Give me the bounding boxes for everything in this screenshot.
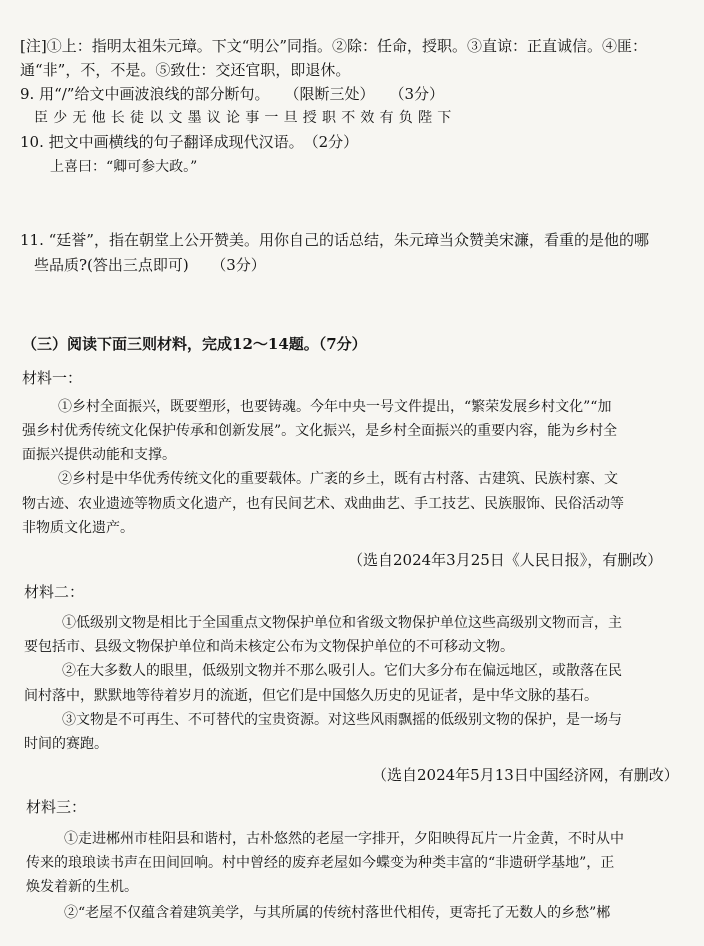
material-1-line: ②乡村是中华优秀传统文化的重要载体。广袤的乡土，既有古村落、古建筑、民族村寨、文 — [58, 471, 618, 487]
material-2-line: 要包括市、县级文物保护单位和尚未核定公布为文物保护单位的不可移动文物。 — [24, 639, 514, 655]
material-2-line: ①低级别文物是相比于全国重点文物保护单位和省级文物保护单位这些高级别文物而言，主 — [62, 615, 622, 631]
material-1-line: 面振兴提供动能和支撑。 — [22, 447, 176, 463]
material-1-label: 材料一： — [22, 369, 83, 387]
question-10-prompt: 10. 把文中画横线的句子翻译成现代汉语。 （2分） — [20, 133, 359, 151]
material-2-source: （选自2024年5月13日中国经济网，有删改） — [372, 766, 679, 784]
material-3-line: 传来的琅琅读书声在田间回响。村中曾经的废弃老屋如今蝶变为种类丰富的“非遗研学基地”，正 — [26, 855, 615, 871]
material-2-line: 间村落中，默默地等待着岁月的流逝，但它们是中国悠久历史的见证者，是中华文脉的基石。 — [24, 688, 598, 704]
section-heading: （三）阅读下面三则材料，完成12～14题。（7分） — [22, 335, 367, 353]
material-1-line: ①乡村全面振兴，既要塑形，也要铸魂。今年中央一号文件提出，“繁荣发展乡村文化”“加 — [58, 399, 612, 415]
material-3-line: ②“老屋不仅蕴含着建筑美学，与其所属的传统村落世代相传，更寄托了无数人的乡愁”郴 — [64, 905, 611, 921]
material-2-line: ②在大多数人的眼里，低级别文物并不那么吸引人。它们大多分布在偏远地区，或散落在民 — [62, 663, 622, 679]
material-1-line: 物古迹、农业遗迹等物质文化遗产，也有民间艺术、戏曲曲艺、手工技艺、民族服饰、民俗活动等 — [22, 496, 624, 512]
question-9-passage: 臣少无他长徒以文墨议论事一旦授职不效有负陛下 — [34, 110, 457, 126]
material-1-line: 非物质文化遗产。 — [22, 520, 134, 536]
material-2-line: 时间的赛跑。 — [24, 736, 108, 752]
material-3-label: 材料三： — [26, 798, 87, 816]
material-3-line: ①走进郴州市桂阳县和谐村，古朴悠然的老屋一字排开，夕阳映得瓦片一片金黄，不时从中 — [64, 831, 624, 847]
material-3-line: 焕发着新的生机。 — [26, 879, 138, 895]
material-2-label: 材料二： — [24, 583, 85, 601]
question-11-line: 些品质?(答出三点即可) （3分） — [34, 256, 266, 274]
annotation-line: 通“非”，不，不是。⑤致仕：交还官职，即退休。 — [20, 61, 351, 79]
question-11-line: 11. “廷誉”，指在朝堂上公开赞美。用你自己的话总结，朱元璋当众赞美宋濂，看重的是他的哪 — [20, 231, 649, 249]
question-10-sentence: 上喜曰：“卿可参大政。” — [50, 159, 198, 175]
question-9-prompt: 9. 用“/”给文中画波浪线的部分断句。 （限断三处） （3分） — [20, 85, 445, 103]
material-1-line: 强乡村优秀传统文化保护传承和创新发展”。文化振兴，是乡村全面振兴的重要内容，能为乡村全 — [22, 423, 618, 439]
material-2-line: ③文物是不可再生、不可替代的宝贵资源。对这些风雨飘摇的低级别文物的保护，是一场与 — [62, 712, 622, 728]
annotation-line: [注]①上：指明太祖朱元璋。下文“明公”同指。②除：任命，授职。③直谅：正直诚信。④匪： — [20, 37, 648, 55]
material-1-source: （选自2024年3月25日《人民日报》，有删改） — [348, 551, 663, 569]
